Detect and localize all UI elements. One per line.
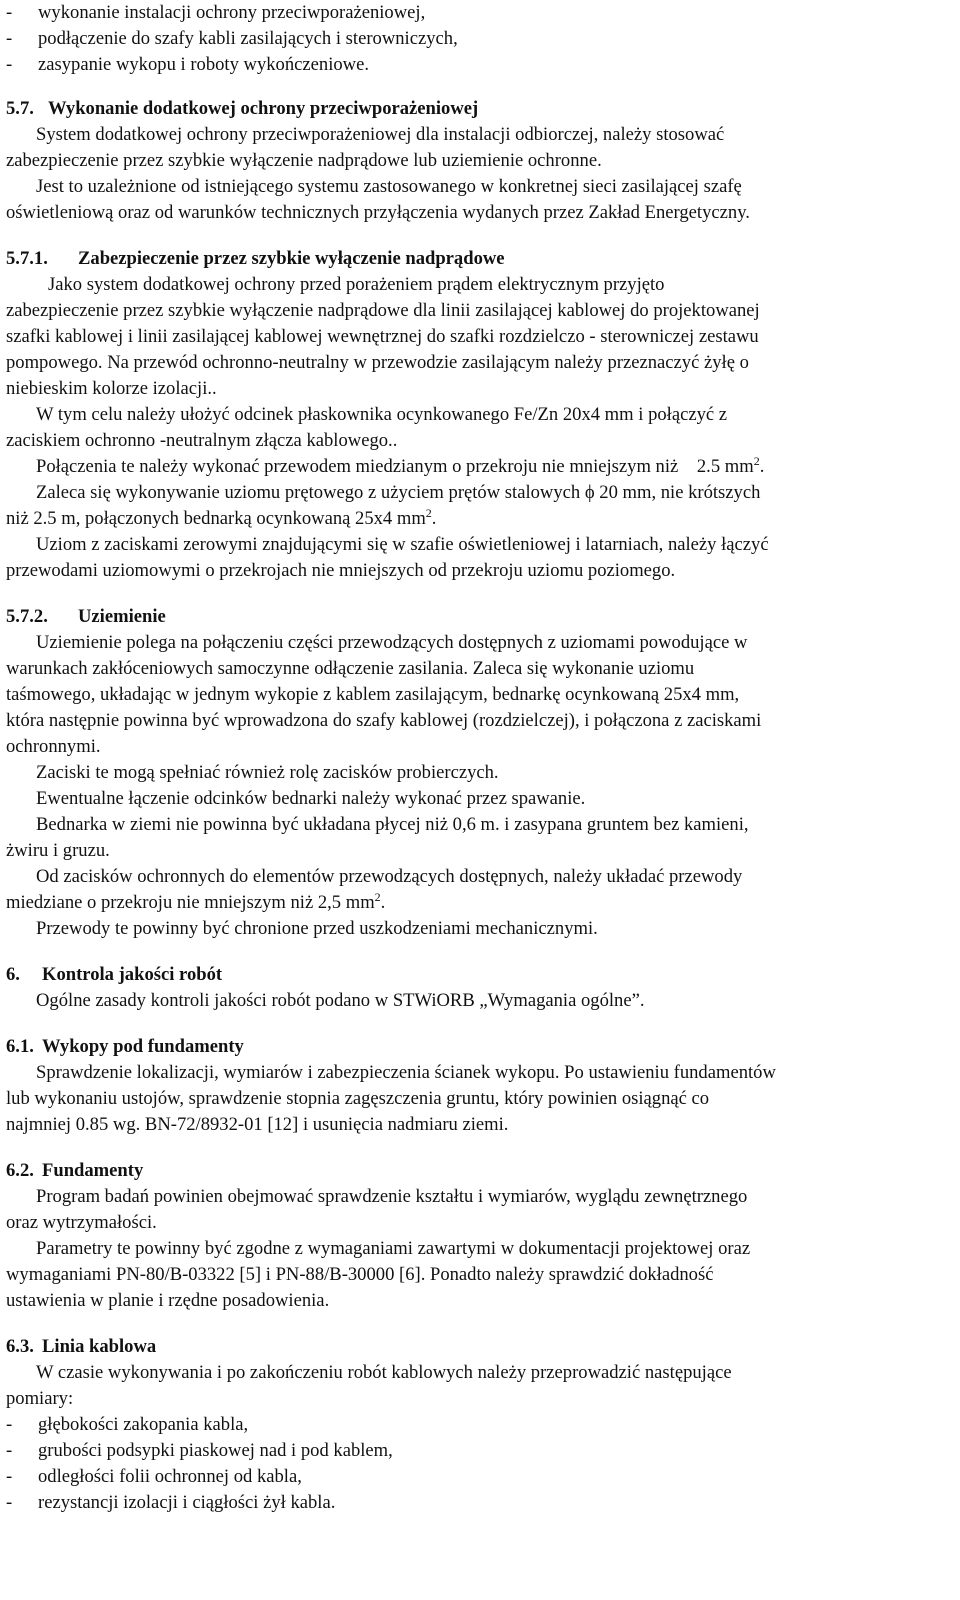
paragraph-line: Przewody te powinny być chronione przed uszkodzeniami mechanicznymi. xyxy=(36,918,598,939)
paragraph-line: W czasie wykonywania i po zakończeniu robót kablowych należy przeprowadzić następujące xyxy=(36,1362,732,1383)
paragraph-line: warunkach zakłóceniowych samoczynne odłączenie zasilania. Zaleca się wykonanie uziomu xyxy=(6,658,695,679)
paragraph-line: wymaganiami PN-80/B-03322 [5] i PN-88/B-30000 [6]. Ponadto należy sprawdzić dokładność xyxy=(6,1264,714,1285)
list-item: - odległości folii ochronnej od kabla, xyxy=(6,1466,302,1487)
paragraph-line: żwiru i gruzu. xyxy=(6,840,110,861)
paragraph-line: zaciskiem ochronno -neutralnym złącza kablowego.. xyxy=(6,430,398,451)
paragraph-line: lub wykonaniu ustojów, sprawdzenie stopnia zagęszczenia gruntu, który powinien osiągnąć co xyxy=(6,1088,710,1109)
paragraph-line: szafki kablowej i linii zasilającej kablowej wewnętrznej do szafki rozdzielczo - sterowniczej zestawu xyxy=(6,326,759,347)
list-item: - podłączenie do szafy kabli zasilających i sterowniczych, xyxy=(6,28,458,49)
section-heading-5-7-2: 5.7.2. Uziemienie xyxy=(6,606,166,627)
paragraph-line: która następnie powinna być wprowadzona do szafy kablowej (rozdzielczej), i połączona z zaciskami xyxy=(6,710,762,731)
paragraph-line: Od zacisków ochronnych do elementów przewodzących dostępnych, należy układać przewody xyxy=(36,866,743,887)
paragraph-line: Jako system dodatkowej ochrony przed porażeniem prądem elektrycznym przyjęto xyxy=(48,274,665,295)
paragraph-line: Bednarka w ziemi nie powinna być układana płycej niż 0,6 m. i zasypana gruntem bez kamieni, xyxy=(36,814,749,835)
paragraph-line: ochronnymi. xyxy=(6,736,101,757)
section-heading-6-2: 6.2. Fundamenty xyxy=(6,1160,144,1181)
paragraph-line: oraz wytrzymałości. xyxy=(6,1212,157,1233)
list-item: - głębokości zakopania kabla, xyxy=(6,1414,249,1435)
paragraph-line: przewodami uziomowymi o przekrojach nie mniejszych od przekroju uziomu poziomego. xyxy=(6,560,676,581)
paragraph-line: zabezpieczenie przez szybkie wyłączenie nadprądowe dla linii zasilającej kablowej do projektowanej xyxy=(6,300,760,321)
paragraph-line: zabezpieczenie przez szybkie wyłączenie nadprądowe lub uziemienie ochronne. xyxy=(6,150,602,171)
list-item: - wykonanie instalacji ochrony przeciwporażeniowej, xyxy=(6,2,426,23)
section-heading-5-7-1: 5.7.1. Zabezpieczenie przez szybkie wyłączenie nadprądowe xyxy=(6,248,505,269)
section-heading-6-3: 6.3. Linia kablowa xyxy=(6,1336,157,1357)
list-item: - rezystancji izolacji i ciągłości żył kabla. xyxy=(6,1492,336,1513)
paragraph-line: pomiary: xyxy=(6,1388,74,1409)
paragraph-line: Sprawdzenie lokalizacji, wymiarów i zabezpieczenia ścianek wykopu. Po ustawieniu fundamentów xyxy=(36,1062,776,1083)
paragraph-line: oświetleniową oraz od warunków technicznych przyłączenia wydanych przez Zakład Energetyczny. xyxy=(6,202,750,223)
section-heading-6-1: 6.1. Wykopy pod fundamenty xyxy=(6,1036,244,1057)
paragraph-line: Parametry te powinny być zgodne z wymaganiami zawartymi w dokumentacji projektowej oraz xyxy=(36,1238,751,1259)
paragraph-line: W tym celu należy ułożyć odcinek płaskownika ocynkowanego Fe/Zn 20x4 mm i połączyć z xyxy=(36,404,728,425)
paragraph-line: niebieskim kolorze izolacji.. xyxy=(6,378,217,399)
paragraph-line: ustawienia w planie i rzędne posadowienia. xyxy=(6,1290,330,1311)
section-heading-5-7: 5.7. Wykonanie dodatkowej ochrony przeciwporażeniowej xyxy=(6,98,479,119)
paragraph-line: Ogólne zasady kontroli jakości robót podano w STWiORB „Wymagania ogólne”. xyxy=(36,990,645,1011)
paragraph-line: miedziane o przekroju nie mniejszym niż 2,5 $mm^2$. xyxy=(6,890,386,913)
paragraph-line: Zaleca się wykonywanie uziomu prętowego z użyciem prętów stalowych ϕ 20 mm, nie krótszych xyxy=(36,482,761,503)
paragraph-line: System dodatkowej ochrony przeciwporażeniowej dla instalacji odbiorczej, należy stosować xyxy=(36,124,725,145)
paragraph-line: niż 2.5 m, połączonych bednarką ocynkowaną 25x4 $mm^2$. xyxy=(6,506,437,529)
paragraph-line: najmniej 0.85 wg. BN-72/8932-01 [12] i usunięcia nadmiaru ziemi. xyxy=(6,1114,509,1135)
paragraph-line: Jest to uzależnione od istniejącego systemu zastosowanego w konkretnej sieci zasilającej szafę xyxy=(36,176,742,197)
list-item: - zasypanie wykopu i roboty wykończeniowe. xyxy=(6,54,369,75)
paragraph-line: taśmowego, układając w jednym wykopie z kablem zasilającym, bednarkę ocynkowaną 25x4 mm, xyxy=(6,684,740,705)
paragraph-line: Połączenia te należy wykonać przewodem miedzianym o przekroju nie mniejszym niż 2.5 $mm^2$. xyxy=(36,454,765,477)
paragraph-line: Ewentualne łączenie odcinków bednarki należy wykonać przez spawanie. xyxy=(36,788,586,809)
paragraph-line: Program badań powinien obejmować sprawdzenie kształtu i wymiarów, wyglądu zewnętrznego xyxy=(36,1186,748,1207)
list-item: - grubości podsypki piaskowej nad i pod kablem, xyxy=(6,1440,393,1461)
paragraph-line: Uziemienie polega na połączeniu części przewodzących dostępnych z uziomami powodujące w xyxy=(36,632,748,653)
paragraph-line: Uziom z zaciskami zerowymi znajdującymi się w szafie oświetleniowej i latarniach, należy łączyć xyxy=(36,534,769,555)
section-heading-6: 6. Kontrola jakości robót xyxy=(6,964,223,985)
paragraph-line: pompowego. Na przewód ochronno-neutralny w przewodzie zasilającym należy przeznaczyć żyłę o xyxy=(6,352,749,373)
paragraph-line: Zaciski te mogą spełniać również rolę zacisków probierczych. xyxy=(36,762,499,783)
